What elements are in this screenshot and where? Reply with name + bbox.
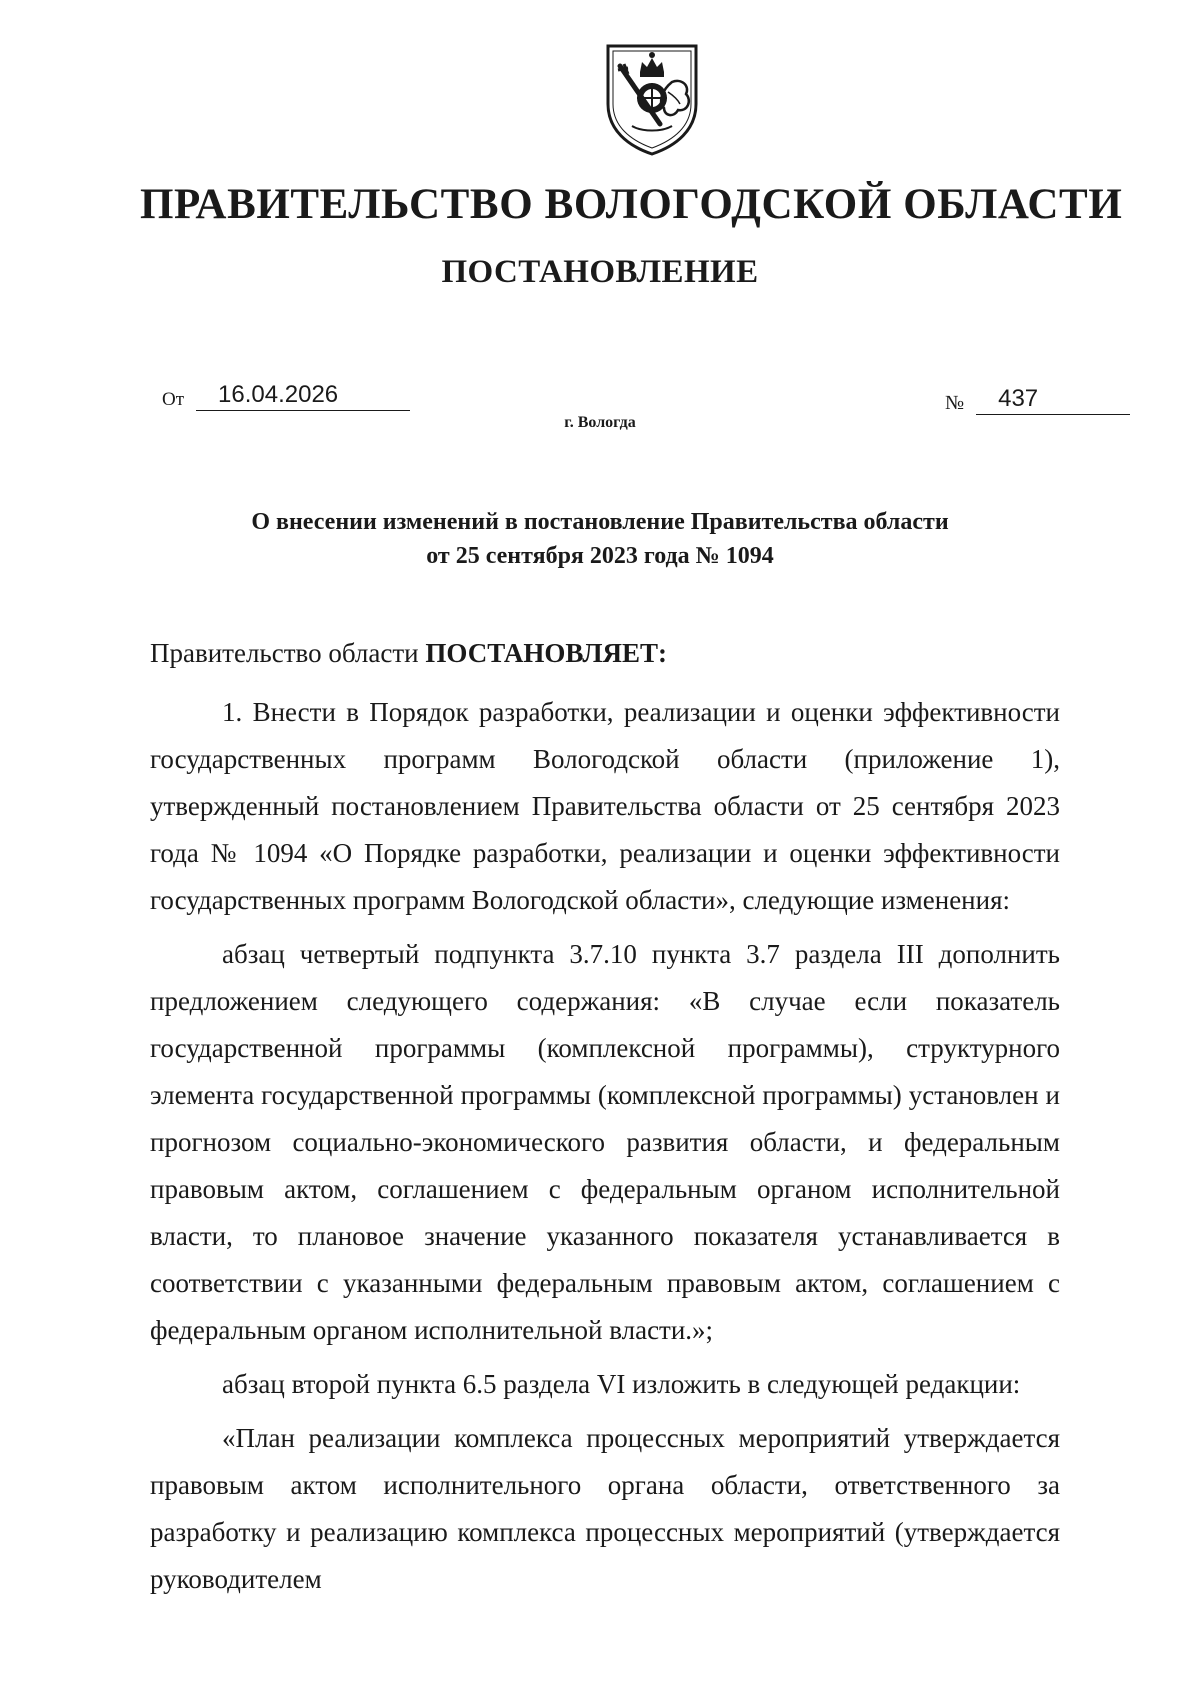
coat-of-arms-icon: [602, 42, 702, 158]
preamble: [150, 630, 1060, 677]
paragraph: 1. Внести в Порядок разработки, реализации и оценки эффективности государственных программ Вологодской области (приложение 1), утвержденный постановлением Правительства области от 25 сентября 2023 года № 1094 «О Порядке разработки, реализации и оценки эффективности государственных программ Вологодской области», следующие изменения:: [150, 697, 1060, 915]
document-type: ПОСТАНОВЛЕНИЕ: [441, 254, 759, 290]
document-body: [150, 630, 1060, 1610]
document-subject: [140, 505, 1060, 573]
government-title: ПРАВИТЕЛЬСТВО ВОЛОГОДСКОЙ ОБЛАСТИ: [140, 181, 1123, 228]
paragraph: «План реализации комплекса процессных мероприятий утверждается правовым актом исполнительного органа области, ответственного за разработку и реализацию комплекса процессных мероприятий (утверждается руководителем: [150, 1423, 1060, 1594]
preamble-decree: ПОСТАНОВЛЯЕТ:: [425, 638, 667, 668]
date-label: От: [162, 389, 185, 410]
paragraph: абзац второй пункта 6.5 раздела VI изложить в следующей редакции:: [222, 1369, 1021, 1399]
paragraph: абзац четвертый подпункта 3.7.10 пункта 3.7 раздела III дополнить предложением следующего содержания: «В случае если показатель государственной программы (комплексной программы), структурного элемента государственной программы (комплексной программы) установлен и прогнозом социально-экономического развития области, и федеральным правовым актом, соглашением с федеральным органом исполнительной власти, то плановое значение указанного показателя устанавливается в соответствии с указанными федеральным правовым актом, соглашением с федеральным органом исполнительной власти.»;: [150, 939, 1060, 1345]
subject-line-1: О внесении изменений в постановление Правительства области: [251, 509, 949, 535]
date-value: 16.04.2026: [196, 380, 410, 411]
preamble-prefix: Правительство области: [150, 638, 426, 668]
date-block: [162, 380, 410, 411]
city: г. Вологда: [564, 414, 636, 431]
number-value: 437: [976, 384, 1130, 415]
subject-line-2: от 25 сентября 2023 года № 1094: [426, 543, 774, 569]
number-block: [945, 384, 1130, 415]
number-label: №: [945, 392, 965, 414]
